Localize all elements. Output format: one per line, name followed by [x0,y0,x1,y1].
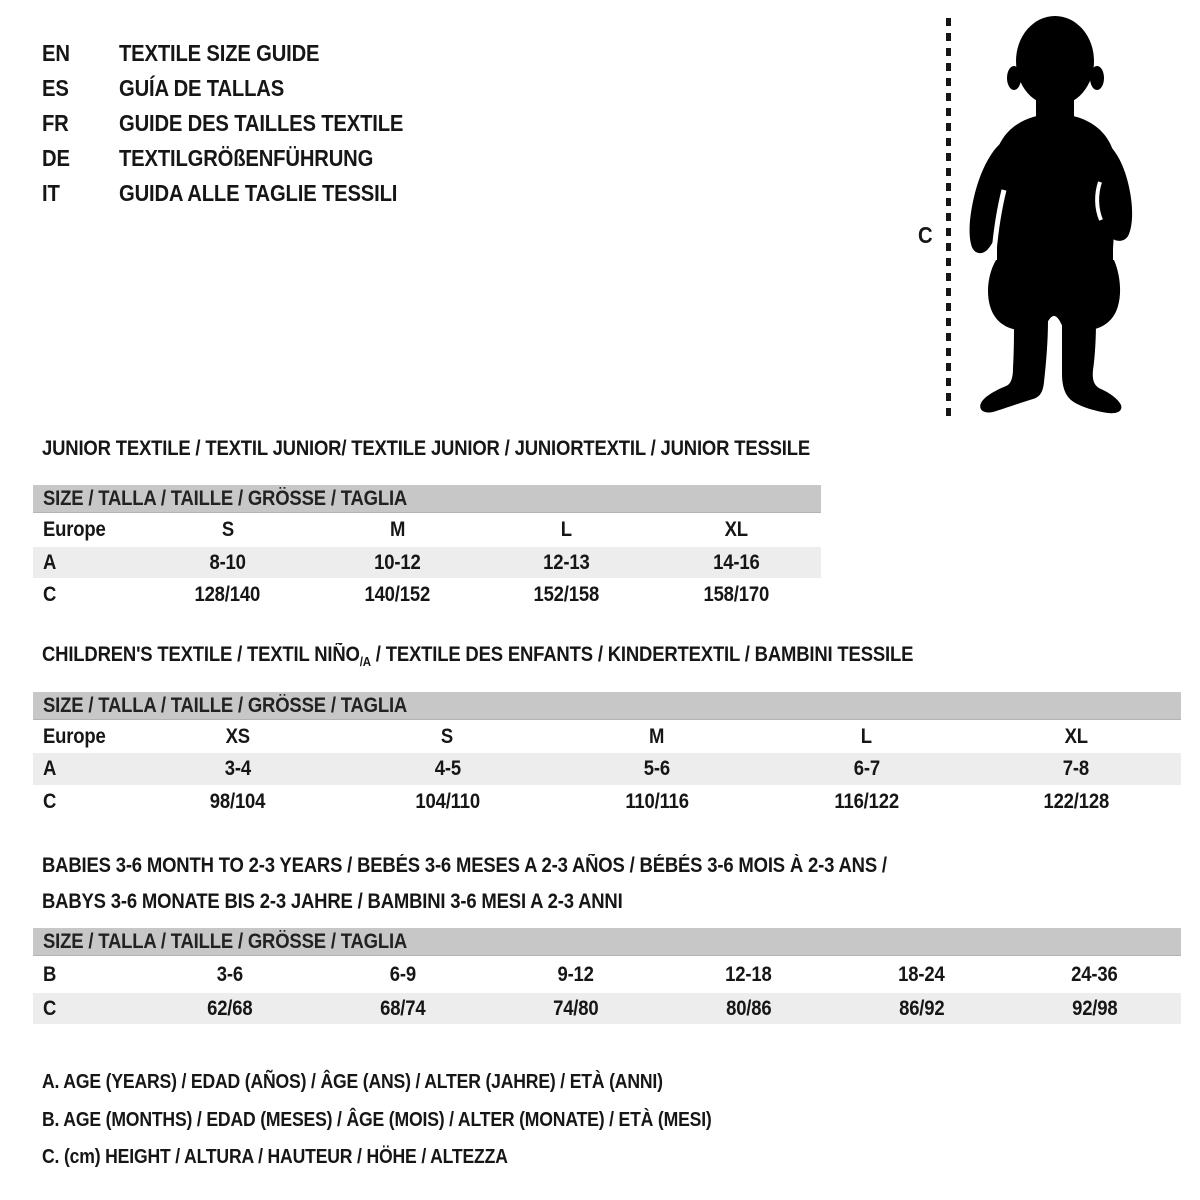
size-header-bar: SIZE / TALLA / TAILLE / GRÖSSE / TAGLIA [33,485,821,513]
table-cell: 92/98 [1071,996,1118,1020]
row-label: C [43,996,57,1020]
table-cell: 116/122 [834,789,899,813]
footnote-legend [42,1064,803,1177]
table-cell: 4-5 [434,757,461,780]
language-code: IT [42,179,60,206]
children-size-table [33,692,1181,818]
table-row [33,993,1181,1024]
language-title: GUÍA DE TALLAS [119,74,285,101]
table-row [33,720,1181,753]
table-cell: 80/86 [725,996,772,1020]
table-cell: 74/80 [552,996,599,1020]
junior-size-table [33,485,821,612]
table-cell: XL [1064,724,1088,748]
language-title: TEXTILGRÖßENFÜHRUNG [119,144,374,171]
table-cell: M [389,518,405,541]
table-cell: 86/92 [898,996,945,1020]
language-title: TEXTILE SIZE GUIDE [119,39,320,66]
row-label: C [43,583,57,606]
table-cell: 104/110 [415,789,480,813]
table-cell: L [561,518,573,541]
table-cell: 152/158 [533,583,600,606]
table-cell: 24-36 [1071,962,1118,986]
row-label: B [43,962,57,986]
language-code: EN [42,39,70,66]
table-row [33,578,821,612]
table-cell: 140/152 [364,583,431,606]
babies-section-title: BABIES 3-6 MONTH TO 2-3 YEARS / BEBÉS 3-6 MESES A 2-3 AÑOS / BÉBÉS 3-6 MOIS À 2-3 ANS / BABYS 3-6 MONATE BIS 2-3 JAHRE / BAMBINI 3-6 MESI A 2-3 ANNI [42,854,887,913]
table-cell: S [441,724,454,748]
table-cell: 68/74 [379,996,426,1020]
table-cell: 62/68 [206,996,253,1020]
language-header [42,36,442,210]
nino-a-subscript: /A [359,654,371,670]
junior-section-title: JUNIOR TEXTILE / TEXTIL JUNIOR/ TEXTILE JUNIOR / JUNIORTEXTIL / JUNIOR TESSILE [42,437,811,460]
table-cell: 98/104 [210,789,266,813]
table-cell: 128/140 [194,583,261,606]
row-label: Europe [43,518,106,541]
table-cell: 8-10 [209,550,246,574]
size-header-bar: SIZE / TALLA / TAILLE / GRÖSSE / TAGLIA [33,928,1181,956]
row-label: C [43,789,57,813]
table-cell: S [221,518,234,541]
table-cell: 6-9 [389,962,416,986]
table-cell: 10-12 [374,550,421,574]
size-header-bar: SIZE / TALLA / TAILLE / GRÖSSE / TAGLIA [33,692,1181,720]
table-cell: 5-6 [643,757,671,780]
row-label: Europe [43,724,106,748]
table-row [33,513,821,547]
language-code: DE [42,144,70,171]
footnote-c: C. (cm) HEIGHT / ALTURA / HAUTEUR / HÖHE / ALTEZZA [42,1146,508,1169]
table-row [33,785,1181,818]
height-marker-label: C [917,222,933,248]
table-cell: 158/170 [703,583,770,606]
table-cell: 122/128 [1043,789,1109,813]
table-cell: 6-7 [853,757,880,780]
row-label: A [43,550,57,574]
table-cell: 12-18 [725,962,772,986]
language-title: GUIDA ALLE TAGLIE TESSILI [119,179,398,206]
table-row [33,753,1181,785]
language-title: GUIDE DES TAILLES TEXTILE [119,109,404,136]
children-section-title: CHILDREN'S TEXTILE / TEXTIL $NIÑO_{/A}$ / TEXTILE DES ENFANTS / KINDERTEXTIL / BAMBINI TESSILE [42,643,914,670]
table-cell: 3-4 [224,757,251,780]
table-row [33,956,1181,993]
babies-size-table [33,928,1181,1024]
table-cell: XL [724,518,748,541]
table-row [33,547,821,578]
language-code: ES [42,74,69,101]
row-label: A [43,757,57,780]
language-code: FR [42,109,69,136]
table-cell: 9-12 [557,962,594,986]
table-cell: L [861,724,873,748]
table-cell: 110/116 [625,789,689,813]
table-cell: 12-13 [543,550,590,574]
footnote-b: B. AGE (MONTHS) / EDAD (MESES) / ÂGE (MOIS) / ALTER (MONATE) / ETÀ (MESI) [42,1108,712,1131]
height-measure-dashed-line [946,18,951,417]
table-cell: 18-24 [898,962,945,986]
table-cell: M [649,724,665,748]
table-cell: 14-16 [713,550,760,574]
footnote-a: A. AGE (YEARS) / EDAD (AÑOS) / ÂGE (ANS) / ALTER (JAHRE) / ETÀ (ANNI) [42,1071,663,1093]
table-cell: XS [225,724,250,748]
table-cell: 3-6 [216,962,243,986]
table-cell: 7-8 [1063,757,1090,780]
toddler-silhouette-image [956,14,1140,418]
